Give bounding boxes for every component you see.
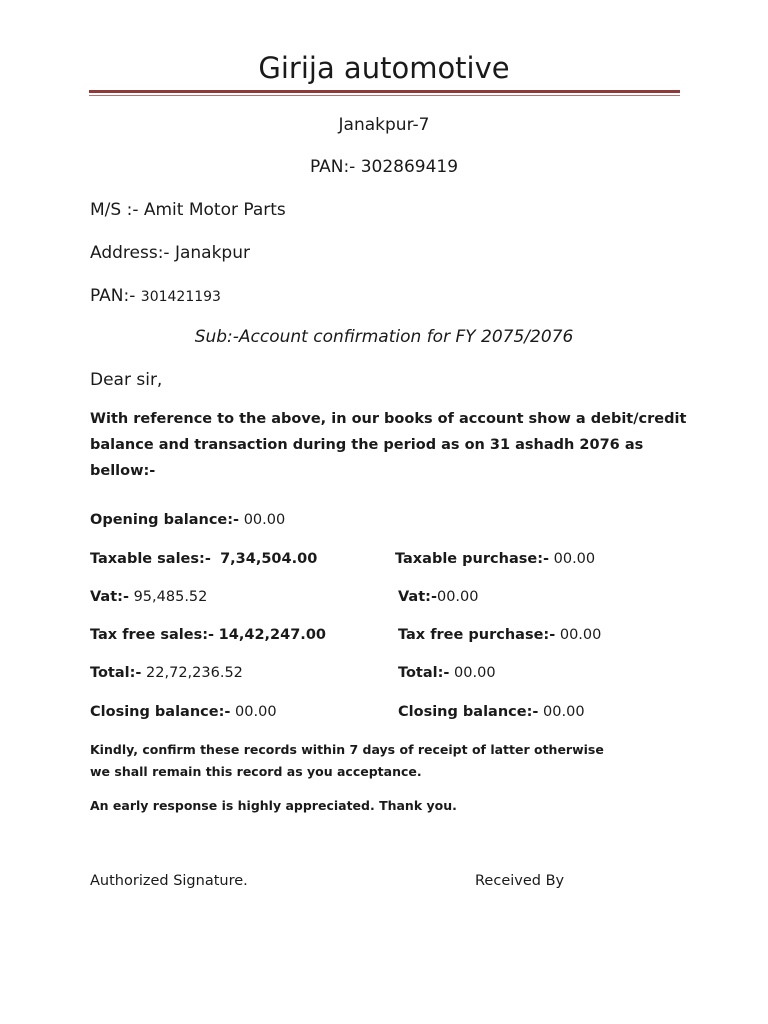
recipient-pan-value: 301421193 bbox=[140, 289, 221, 305]
company-title: Girija automotive bbox=[258, 51, 510, 85]
recipient-pan bbox=[90, 286, 221, 306]
left-row-closing-balance: Closing balance:- 00.00 bbox=[90, 704, 277, 720]
greeting: Dear sir, bbox=[90, 370, 163, 390]
received-by: Received By bbox=[475, 873, 565, 889]
right-row-taxable-purchase: Taxable purchase:- 00.00 bbox=[395, 551, 596, 567]
confirmation-note: Kindly, confirm these records within 7 days of receipt of latter otherwise we shall remain this record as you acceptance. bbox=[90, 742, 604, 779]
recipient-pan-label: PAN:- bbox=[90, 286, 141, 306]
left-row-taxable-sales: Taxable sales:- 7,34,504.00 bbox=[90, 551, 318, 567]
header-rule-thin bbox=[89, 95, 680, 96]
opening-balance-label: Opening balance:- bbox=[90, 512, 240, 528]
left-row-tax-free-sales: Tax free sales:- 14,42,247.00 bbox=[90, 627, 326, 643]
thanks-note: An early response is highly appreciated. Thank you. bbox=[90, 798, 457, 813]
right-row-tax-free-purchase: Tax free purchase:- 00.00 bbox=[398, 627, 602, 643]
right-row-vat: Vat:-00.00 bbox=[398, 589, 479, 605]
company-location: Janakpur-7 bbox=[338, 115, 430, 135]
left-row-vat: Vat:- 95,485.52 bbox=[90, 589, 208, 605]
opening-balance-value: 00.00 bbox=[243, 512, 286, 528]
right-row-closing-balance: Closing balance:- 00.00 bbox=[398, 704, 585, 720]
authorized-signature: Authorized Signature. bbox=[90, 873, 248, 889]
header-rule bbox=[89, 90, 680, 93]
subject-line: Sub:-Account confirmation for FY 2075/2076 bbox=[194, 327, 574, 347]
left-row-total: Total:- 22,72,236.52 bbox=[90, 665, 243, 681]
recipient-name: M/S :- Amit Motor Parts bbox=[90, 200, 286, 220]
recipient-address: Address:- Janakpur bbox=[90, 243, 250, 263]
opening-balance bbox=[90, 512, 285, 528]
intro-paragraph: With reference to the above, in our books of account show a debit/credit balance and transaction during the period as on 31 ashadh 2076 as bellow:- bbox=[90, 411, 687, 479]
right-row-total: Total:- 00.00 bbox=[398, 665, 496, 681]
company-pan: PAN:- 302869419 bbox=[309, 157, 459, 177]
